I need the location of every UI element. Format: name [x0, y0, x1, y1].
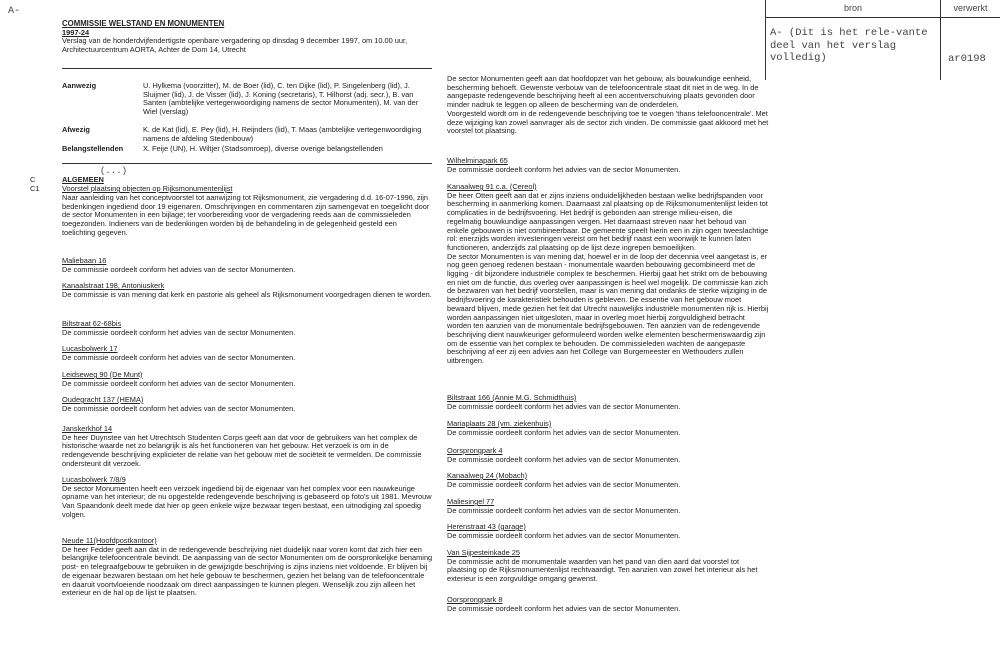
item-heading: Biltstraat 166 (Annie M.G. Schmidthuis): [447, 393, 577, 402]
agenda-item: [62, 396, 434, 413]
agenda-item: [447, 183, 769, 366]
processed-code: ar0198: [948, 53, 986, 65]
item-heading: Mariaplaats 28 (vm. ziekenhuis): [447, 419, 552, 428]
interested-label: Belangstellenden: [62, 144, 124, 153]
item-heading: Kanaalweg 24 (Mobach): [447, 471, 528, 480]
agenda-item: [62, 425, 434, 469]
margin-mark: A-: [8, 6, 21, 17]
right-intro: [447, 75, 769, 136]
agenda-item: [447, 157, 769, 174]
item-text: De commissie oordeelt conform het advies van de sector Monumenten.: [447, 454, 681, 464]
item-text: De sector Monumenten heeft een verzoek ingediend bij de eigenaar van het complex voor een nauwkeurige opname van het interieur; de nu opgestelde redengevende beschrijving is gebaseerd op foto's uit 1981. Mevrouw Van Spaandonk deelt mede dat hier op geen enkele wijze bezwaar tegen bestaat, een uitnodiging zal spoedig volgen.: [62, 483, 432, 519]
item-text: De commissie oordeelt conform het advies van de sector Monumenten.: [447, 479, 681, 489]
item-text: De commissie acht de monumentale waarden van het pand van dien aard dat voorstel tot plaatsing op de Rijksmonumentenlijst rechtvaardigt. Ten aanzien van zowel het interieur als het exterieur is een zorgvuldige omgang gewenst.: [447, 556, 758, 584]
item-heading: Leidseweg 90 (De Munt): [62, 370, 143, 379]
document-subtitle: Verslag van de honderdvijfendertigste openbare vergadering op dinsdag 9 december 1997, om 10.00 uur, Architectuurcentrum AORTA, Achter de Dom 14, Utrecht: [62, 36, 408, 55]
item-heading: Oorsprongpark 8: [447, 595, 503, 604]
item-text: De commissie oordeelt conform het advies van de sector Monumenten.: [62, 264, 296, 274]
agenda-item: [447, 498, 769, 515]
item-text: De heer Duynstee van het Utrechtsch Studenten Corps geeft aan dat voor de gebruikers van het complex de historische waarde net zo belangrijk is als het functioneren van het gebouw. Het verzoek is om in de redengevende beschrijving explicieter de relatie van het gebouw met de sociëteit te vermelden. De commissie ondersteunt dit verzoek.: [62, 432, 422, 468]
item-text: De commissie oordeelt conform het advies van de sector Monumenten.: [447, 401, 681, 411]
interested-list: X. Feije (UN), H. Wiltjer (Stadsomroep), diverse overige belangstellenden: [143, 144, 383, 153]
item-heading: Neude 11(Hoofdpostkantoor): [62, 536, 157, 545]
intro-paragraph: Voorgesteld wordt om in de redengevende beschrijving toe te voegen 'thans telefooncentrale'. Met deze wijziging kan zowel aanvrager als de sector zich vinden. De commissie gaat akkoord met het voorstel tot plaatsing.: [447, 108, 769, 136]
intro-paragraph: Naar aanleiding van het conceptvoorstel tot aanwijzing tot Rijksmonument, zie vergadering d.d. 16-07-1996, zijn bedenkingen ingediend door 19 eigenaren. Omschrijvingen en commentaren zijn samengevat en toegelicht door de sector Monumenten in een bijlage; ter voorbereiding voor de vergadering reeds aan de commissieleden toegezonden. Indieners van de bedenkingen worden bij de behandeling in de gelegenheid gesteld een toelichting gegeven.: [62, 193, 430, 237]
item-text: De commissie oordeelt conform het advies van de sector Monumenten.: [62, 403, 296, 413]
item-heading: Lucasbolwerk 17: [62, 344, 118, 353]
agenda-item: [447, 472, 769, 489]
agenda-item: [447, 447, 769, 464]
agenda-item: [447, 549, 769, 584]
item-heading: Herenstraat 43 (garage): [447, 522, 526, 531]
absent-list: K. de Kat (lid), E. Pey (lid), H. Reijnders (lid), T. Maas (ambtelijke vertegenwoordiging namens de afdeling Stedenbouw): [143, 125, 422, 143]
document-title: COMMISSIE WELSTAND EN MONUMENTEN: [62, 19, 225, 28]
item-heading: Kanaalstraat 198, Antoniuskerk: [62, 281, 165, 290]
intro-paragraph: De sector Monumenten geeft aan dat hoofdopzet van het gebouw, als bouwkundige eenheid, bescherming behoeft. Gewenste verbouw van de telefooncentrale staat dit niet in de weg. In de aangepaste redengevende beschrijving heeft al een accentverschuiving plaats gevonden door minder nadruk te leggen op alleen de bescherming van de onderdelen.: [447, 74, 759, 110]
item-title: Voorstel plaatsing objecten op Rijksmonumentenlijst: [62, 184, 233, 193]
item-heading: Biltstraat 62-68bis: [62, 319, 122, 328]
box-line: [765, 17, 1000, 18]
item-heading: Maliesingel 77: [447, 497, 495, 506]
item-text: De commissie oordeelt conform het advies van de sector Monumenten.: [62, 378, 296, 388]
divider: [62, 68, 432, 69]
attendance-block: [62, 82, 442, 162]
agenda-item: [447, 420, 769, 437]
ellipsis-note: (...): [100, 166, 128, 176]
document-header: [62, 20, 432, 55]
agenda-item: [62, 345, 434, 362]
agenda-item: [62, 282, 434, 299]
item-text: De commissie oordeelt conform het advies van de sector Monumenten.: [447, 530, 681, 540]
absent-label: Afwezig: [62, 125, 90, 134]
source-text: A- (Dit is het rele-vante deel van het verslag volledig): [770, 27, 928, 64]
item-heading: Wilhelminapark 65: [447, 156, 508, 165]
agenda-item: [62, 371, 434, 388]
item-text: De sector Monumenten is van mening dat, hoewel er in de loop der decennia veel aangetast is, er nog geen genoeg redenen bestaan - monumentale waarden bebouwing gecombineerd met de ligging - dit bijzondere industriële complex te beschermen. Hierbij gaat het strikt om de bebouwing en niet om de functie, dus overleg over aanpassingen is heel wel mogelijk. De commissie kan zich de bezwaren van het bedrijf voorstellen, maar is van mening dat ondanks de sterke wijziging in de bedrijfsvoering de karakteristiek behouden is gebleven. De essentie van het gebouw moet bewaard blijven, mede gezien het feit dat Utrecht nauwelijks industriële monumenten rijk is. Hierbij worden aanpassingen niet uitgesloten, maar in overleg moet hierbij zorgvuldigheid betracht worden ten aanzien van de monumentale bedrijfsgebouwen. Ten aanzien van de redengevende beschrijving dient nauwkeuriger geformuleerd worden welke elementen beschermenswaardig zijn om de essentie van het complex te behouden. De commissieleden wachten de aangepaste beschrijving af eer zij een advies aan het College van Burgemeester en Wethouders zullen uitbrengen.: [447, 251, 769, 366]
agenda-item: [62, 537, 434, 598]
item-heading: Van Sijpesteinkade 25: [447, 548, 520, 557]
agenda-item: [62, 257, 434, 274]
agenda-item: [447, 394, 769, 411]
present-list: U. Hylkema (voorzitter), M. de Boer (lid), C. ten Dijke (lid), P. Singelenberg (lid), J. Sluijmer (lid), J. de Visser (lid), J. Koning (secretaris), T. Hilhorst (adj. secr.), B. van Santen (ambtelijke vertegenwoordiging namens de sector Monumenten), M. van der Wiel (verslag): [143, 81, 419, 117]
item-heading: Janskerkhof 14: [62, 424, 113, 433]
document-number: 1997-24: [62, 27, 90, 37]
agenda-item: [62, 476, 434, 520]
item-text: De commissie oordeelt conform het advies van de sector Monumenten.: [447, 603, 681, 613]
item-code: C1: [30, 184, 40, 193]
item-heading: Oudegracht 137 (HEMA): [62, 395, 144, 404]
item-heading: Kanaalweg 91 c.a. (Cereol): [447, 182, 537, 191]
source-header: bron: [843, 3, 862, 13]
divider: [62, 163, 432, 164]
item-text: De commissie oordeelt conform het advies van de sector Monumenten.: [447, 505, 681, 515]
item-text: De commissie oordeelt conform het advies van de sector Monumenten.: [62, 352, 296, 362]
item-heading: Lucasbolwerk 7/8/9: [62, 475, 126, 484]
item-text: De commissie oordeelt conform het advies van de sector Monumenten.: [447, 164, 681, 174]
item-heading: Oorsprongpark 4: [447, 446, 503, 455]
processed-header: verwerkt: [953, 3, 988, 13]
agenda-item: [447, 596, 769, 613]
section-title: ALGEMEEN: [62, 175, 104, 184]
item-text: De commissie is van mening dat kerk en pastorie als geheel als Rijksmonument voorgedragen dienen te worden.: [62, 289, 432, 299]
section-code: C: [30, 175, 36, 184]
item-text: De commissie oordeelt conform het advies van de sector Monumenten.: [62, 327, 296, 337]
agenda-item: [62, 320, 434, 337]
item-text: De heer Otten geeft aan dat er zijns inziens onduidelijkheden bestaan welke bedrijfspanden voor bescherming in aanmerking komen. Daarnaast zal plaatsing op de Rijksmonumentenlijst leiden tot complicaties in de bedrijfsvoering. Het bedrijf is gebonden aan strenge milieu-eisen, die regelmatig bouwkundige aanpassingen vergen. Het daarnaast streven naar het behoud van enkele gebouwen is niet combineerbaar. De gemeente speelt hierin een in zijn ogen tweeslachtige rol: enerzijds worden investeringen vereist om het bedrijf naast een woonwijk te kunnen laten functioneren, anderzijds zal plaatsing op de lijst deze ingrepen bemoeilijken.: [447, 190, 769, 252]
item-text: De heer Fedder geeft aan dat in de redengevende beschrijving niet duidelijk naar voren komt dat zich hier een belangrijke telefooncentrale bevindt. De aanpassing van de sector Monumenten om de oorspronkelijke benaming post- en telegraafgebouw te gebruiken in de gewijzigde beschrijving is zijns inziens niet voldoende. Er blijven bij de eigenaar bezwaren bestaan om het hele gebouw te beschermen, gezien het belang van de telefooncentrale en daaruit voortvloeiende noodzaak om direct aanpassingen te kunnen plegen. Wenselijk zou zijn alleen het exterieur en de hal op de lijst te plaatsen.: [62, 544, 433, 598]
item-heading: Maliebaan 16: [62, 256, 107, 265]
agenda-item: [447, 523, 769, 540]
item-text: De commissie oordeelt conform het advies van de sector Monumenten.: [447, 427, 681, 437]
present-label: Aanwezig: [62, 81, 97, 90]
